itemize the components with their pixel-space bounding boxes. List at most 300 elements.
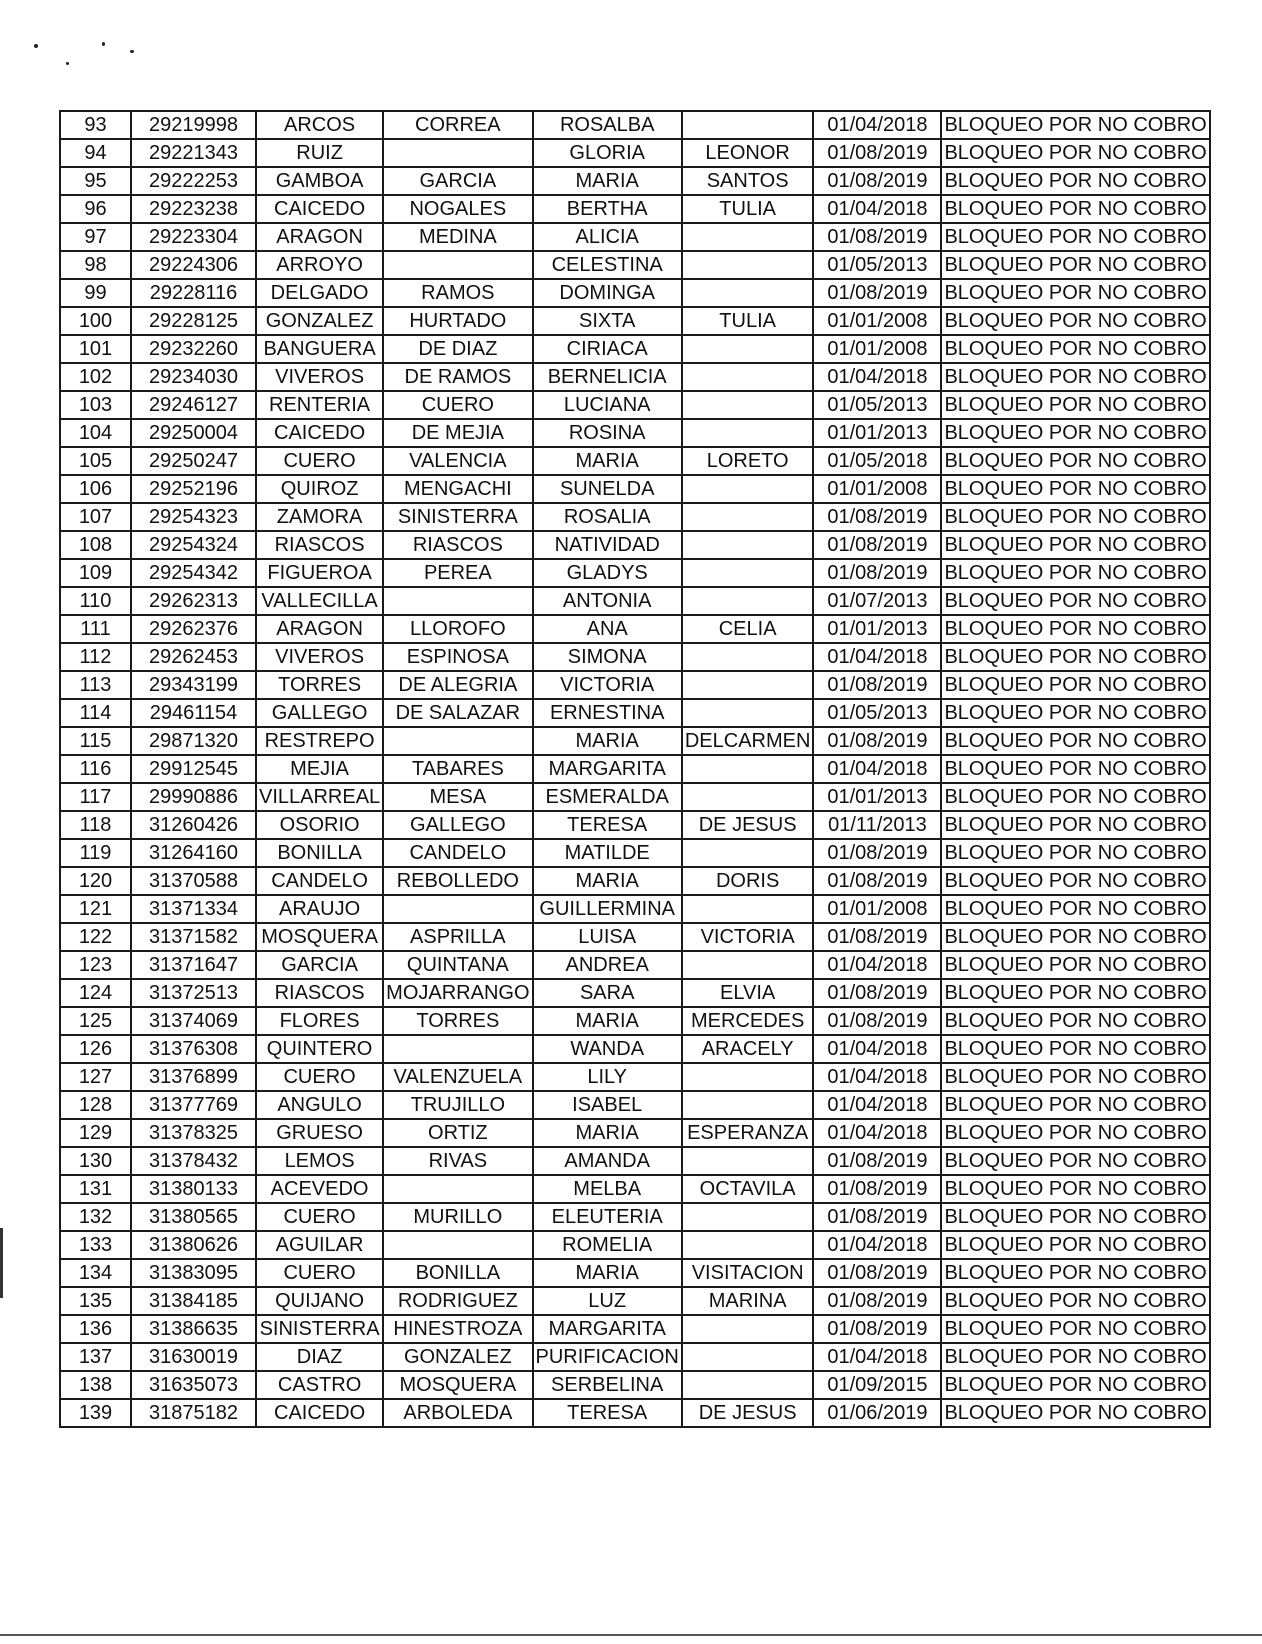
first-name-cell: MARIA (533, 1259, 682, 1287)
second-name-cell: DORIS (682, 867, 814, 895)
second-surname-cell: MESA (383, 783, 532, 811)
second-surname-cell (383, 895, 532, 923)
id-number-cell: 31875182 (131, 1399, 256, 1427)
page-bottom-edge (0, 1634, 1262, 1636)
first-name-cell: AMANDA (533, 1147, 682, 1175)
status-cell: BLOQUEO POR NO COBRO (941, 587, 1209, 615)
table-row (60, 335, 1210, 363)
table-row (60, 671, 1210, 699)
status-cell: BLOQUEO POR NO COBRO (941, 1203, 1209, 1231)
second-name-cell (682, 699, 814, 727)
first-surname-cell: GRUESO (256, 1119, 383, 1147)
second-name-cell: OCTAVILA (682, 1175, 814, 1203)
first-name-cell: ROSALIA (533, 503, 682, 531)
date-cell: 01/04/2018 (813, 1231, 941, 1259)
first-name-cell: ISABEL (533, 1091, 682, 1119)
first-name-cell: MARIA (533, 1119, 682, 1147)
second-name-cell: VICTORIA (682, 923, 814, 951)
first-name-cell: DOMINGA (533, 279, 682, 307)
id-number-cell: 31380133 (131, 1175, 256, 1203)
date-cell: 01/04/2018 (813, 643, 941, 671)
date-cell: 01/08/2019 (813, 1203, 941, 1231)
second-name-cell: CELIA (682, 615, 814, 643)
status-cell: BLOQUEO POR NO COBRO (941, 755, 1209, 783)
date-cell: 01/04/2018 (813, 1063, 941, 1091)
status-cell: BLOQUEO POR NO COBRO (941, 419, 1209, 447)
table-row (60, 895, 1210, 923)
table-row (60, 559, 1210, 587)
first-name-cell: ELEUTERIA (533, 1203, 682, 1231)
status-cell: BLOQUEO POR NO COBRO (941, 951, 1209, 979)
first-name-cell: ANDREA (533, 951, 682, 979)
second-name-cell (682, 755, 814, 783)
second-surname-cell: GONZALEZ (383, 1343, 532, 1371)
second-name-cell (682, 1371, 814, 1399)
second-name-cell (682, 279, 814, 307)
second-name-cell (682, 335, 814, 363)
first-surname-cell: RESTREPO (256, 727, 383, 755)
status-cell: BLOQUEO POR NO COBRO (941, 699, 1209, 727)
second-surname-cell: RODRIGUEZ (383, 1287, 532, 1315)
second-surname-cell: TRUJILLO (383, 1091, 532, 1119)
status-cell: BLOQUEO POR NO COBRO (941, 559, 1209, 587)
id-number-cell: 29252196 (131, 475, 256, 503)
date-cell: 01/04/2018 (813, 951, 941, 979)
second-surname-cell: ASPRILLA (383, 923, 532, 951)
date-cell: 01/08/2019 (813, 1315, 941, 1343)
table-row (60, 223, 1210, 251)
first-name-cell: MARIA (533, 727, 682, 755)
second-surname-cell: NOGALES (383, 195, 532, 223)
second-name-cell: DELCARMEN (682, 727, 814, 755)
table-row (60, 1175, 1210, 1203)
id-number-cell: 31376308 (131, 1035, 256, 1063)
second-surname-cell: VALENZUELA (383, 1063, 532, 1091)
first-surname-cell: CUERO (256, 1259, 383, 1287)
id-number-cell: 29223238 (131, 195, 256, 223)
id-number-cell: 31386635 (131, 1315, 256, 1343)
first-name-cell: ROSINA (533, 419, 682, 447)
first-name-cell: WANDA (533, 1035, 682, 1063)
id-number-cell: 29262453 (131, 643, 256, 671)
first-surname-cell: CASTRO (256, 1371, 383, 1399)
date-cell: 01/08/2019 (813, 867, 941, 895)
date-cell: 01/04/2018 (813, 755, 941, 783)
second-name-cell (682, 671, 814, 699)
date-cell: 01/06/2019 (813, 1399, 941, 1427)
row-number-cell: 137 (60, 1343, 131, 1371)
first-surname-cell: CUERO (256, 1203, 383, 1231)
id-number-cell: 31380626 (131, 1231, 256, 1259)
second-name-cell: DE JESUS (682, 1399, 814, 1427)
first-surname-cell: ARROYO (256, 251, 383, 279)
row-number-cell: 135 (60, 1287, 131, 1315)
row-number-cell: 123 (60, 951, 131, 979)
row-number-cell: 132 (60, 1203, 131, 1231)
row-number-cell: 120 (60, 867, 131, 895)
first-surname-cell: QUIJANO (256, 1287, 383, 1315)
first-surname-cell: VILLARREAL (256, 783, 383, 811)
table-row (60, 1091, 1210, 1119)
first-name-cell: SUNELDA (533, 475, 682, 503)
date-cell: 01/05/2013 (813, 699, 941, 727)
second-surname-cell: HINESTROZA (383, 1315, 532, 1343)
status-cell: BLOQUEO POR NO COBRO (941, 1175, 1209, 1203)
date-cell: 01/08/2019 (813, 559, 941, 587)
id-number-cell: 29228125 (131, 307, 256, 335)
first-name-cell: ERNESTINA (533, 699, 682, 727)
status-cell: BLOQUEO POR NO COBRO (941, 1259, 1209, 1287)
table-row (60, 1287, 1210, 1315)
date-cell: 01/08/2019 (813, 979, 941, 1007)
first-surname-cell: GAMBOA (256, 167, 383, 195)
first-name-cell: TERESA (533, 1399, 682, 1427)
first-name-cell: ANTONIA (533, 587, 682, 615)
table-row (60, 755, 1210, 783)
first-surname-cell: CAICEDO (256, 419, 383, 447)
date-cell: 01/01/2013 (813, 783, 941, 811)
second-name-cell (682, 895, 814, 923)
second-name-cell (682, 419, 814, 447)
row-number-cell: 115 (60, 727, 131, 755)
status-cell: BLOQUEO POR NO COBRO (941, 1371, 1209, 1399)
status-cell: BLOQUEO POR NO COBRO (941, 615, 1209, 643)
row-number-cell: 93 (60, 111, 131, 139)
id-number-cell: 29262376 (131, 615, 256, 643)
date-cell: 01/08/2019 (813, 1287, 941, 1315)
first-name-cell: LUCIANA (533, 391, 682, 419)
date-cell: 01/04/2018 (813, 363, 941, 391)
date-cell: 01/01/2013 (813, 615, 941, 643)
row-number-cell: 116 (60, 755, 131, 783)
date-cell: 01/08/2019 (813, 223, 941, 251)
first-name-cell: PURIFICACION (533, 1343, 682, 1371)
first-name-cell: GLADYS (533, 559, 682, 587)
id-number-cell: 31376899 (131, 1063, 256, 1091)
second-surname-cell: QUINTANA (383, 951, 532, 979)
id-number-cell: 31260426 (131, 811, 256, 839)
second-surname-cell: BONILLA (383, 1259, 532, 1287)
table-row (60, 1007, 1210, 1035)
first-surname-cell: RIASCOS (256, 979, 383, 1007)
second-surname-cell: PEREA (383, 559, 532, 587)
second-surname-cell: RIASCOS (383, 531, 532, 559)
first-surname-cell: FLORES (256, 1007, 383, 1035)
row-number-cell: 130 (60, 1147, 131, 1175)
first-name-cell: BERTHA (533, 195, 682, 223)
table-row (60, 1315, 1210, 1343)
table-row (60, 727, 1210, 755)
first-name-cell: LUZ (533, 1287, 682, 1315)
status-cell: BLOQUEO POR NO COBRO (941, 671, 1209, 699)
second-surname-cell: ESPINOSA (383, 643, 532, 671)
first-name-cell: MARIA (533, 447, 682, 475)
status-cell: BLOQUEO POR NO COBRO (941, 1399, 1209, 1427)
first-name-cell: BERNELICIA (533, 363, 682, 391)
status-cell: BLOQUEO POR NO COBRO (941, 223, 1209, 251)
table-row (60, 615, 1210, 643)
date-cell: 01/08/2019 (813, 923, 941, 951)
table-row (60, 419, 1210, 447)
date-cell: 01/04/2018 (813, 195, 941, 223)
row-number-cell: 114 (60, 699, 131, 727)
row-number-cell: 139 (60, 1399, 131, 1427)
status-cell: BLOQUEO POR NO COBRO (941, 195, 1209, 223)
row-number-cell: 109 (60, 559, 131, 587)
first-surname-cell: CUERO (256, 447, 383, 475)
date-cell: 01/01/2013 (813, 419, 941, 447)
date-cell: 01/08/2019 (813, 671, 941, 699)
status-cell: BLOQUEO POR NO COBRO (941, 643, 1209, 671)
first-surname-cell: MEJIA (256, 755, 383, 783)
first-surname-cell: LEMOS (256, 1147, 383, 1175)
status-cell: BLOQUEO POR NO COBRO (941, 475, 1209, 503)
second-name-cell (682, 643, 814, 671)
first-surname-cell: RENTERIA (256, 391, 383, 419)
second-name-cell (682, 1063, 814, 1091)
id-number-cell: 31630019 (131, 1343, 256, 1371)
id-number-cell: 31378325 (131, 1119, 256, 1147)
id-number-cell: 31384185 (131, 1287, 256, 1315)
date-cell: 01/04/2018 (813, 1035, 941, 1063)
row-number-cell: 112 (60, 643, 131, 671)
row-number-cell: 95 (60, 167, 131, 195)
scan-edge-mark (0, 1228, 3, 1298)
table-row (60, 279, 1210, 307)
second-name-cell (682, 1147, 814, 1175)
first-surname-cell: ARAUJO (256, 895, 383, 923)
second-name-cell (682, 363, 814, 391)
first-name-cell: MELBA (533, 1175, 682, 1203)
date-cell: 01/07/2013 (813, 587, 941, 615)
table-row (60, 1371, 1210, 1399)
second-surname-cell: CORREA (383, 111, 532, 139)
date-cell: 01/08/2019 (813, 839, 941, 867)
table-row (60, 251, 1210, 279)
first-surname-cell: CUERO (256, 1063, 383, 1091)
status-cell: BLOQUEO POR NO COBRO (941, 979, 1209, 1007)
second-surname-cell: ARBOLEDA (383, 1399, 532, 1427)
id-number-cell: 29254324 (131, 531, 256, 559)
second-surname-cell: REBOLLEDO (383, 867, 532, 895)
row-number-cell: 134 (60, 1259, 131, 1287)
row-number-cell: 122 (60, 923, 131, 951)
row-number-cell: 117 (60, 783, 131, 811)
second-surname-cell: DE DIAZ (383, 335, 532, 363)
status-cell: BLOQUEO POR NO COBRO (941, 391, 1209, 419)
id-number-cell: 31372513 (131, 979, 256, 1007)
second-name-cell: MERCEDES (682, 1007, 814, 1035)
table-row (60, 979, 1210, 1007)
status-cell: BLOQUEO POR NO COBRO (941, 167, 1209, 195)
status-cell: BLOQUEO POR NO COBRO (941, 363, 1209, 391)
date-cell: 01/04/2018 (813, 1119, 941, 1147)
row-number-cell: 108 (60, 531, 131, 559)
first-name-cell: MARIA (533, 867, 682, 895)
first-surname-cell: VIVEROS (256, 363, 383, 391)
date-cell: 01/08/2019 (813, 503, 941, 531)
table-row (60, 307, 1210, 335)
first-surname-cell: TORRES (256, 671, 383, 699)
first-surname-cell: GARCIA (256, 951, 383, 979)
second-surname-cell: RAMOS (383, 279, 532, 307)
first-name-cell: ANA (533, 615, 682, 643)
first-surname-cell: GONZALEZ (256, 307, 383, 335)
table-row (60, 363, 1210, 391)
row-number-cell: 113 (60, 671, 131, 699)
status-cell: BLOQUEO POR NO COBRO (941, 139, 1209, 167)
date-cell: 01/05/2013 (813, 391, 941, 419)
row-number-cell: 126 (60, 1035, 131, 1063)
second-surname-cell (383, 587, 532, 615)
table-row (60, 1399, 1210, 1427)
first-name-cell: VICTORIA (533, 671, 682, 699)
table-row (60, 867, 1210, 895)
status-cell: BLOQUEO POR NO COBRO (941, 335, 1209, 363)
row-number-cell: 103 (60, 391, 131, 419)
second-surname-cell (383, 727, 532, 755)
status-cell: BLOQUEO POR NO COBRO (941, 531, 1209, 559)
first-surname-cell: FIGUEROA (256, 559, 383, 587)
first-surname-cell: GALLEGO (256, 699, 383, 727)
date-cell: 01/08/2019 (813, 167, 941, 195)
first-name-cell: ESMERALDA (533, 783, 682, 811)
status-cell: BLOQUEO POR NO COBRO (941, 111, 1209, 139)
status-cell: BLOQUEO POR NO COBRO (941, 1035, 1209, 1063)
second-surname-cell: DE RAMOS (383, 363, 532, 391)
second-surname-cell: DE SALAZAR (383, 699, 532, 727)
row-number-cell: 101 (60, 335, 131, 363)
first-surname-cell: MOSQUERA (256, 923, 383, 951)
second-surname-cell: GALLEGO (383, 811, 532, 839)
second-name-cell (682, 223, 814, 251)
id-number-cell: 31371334 (131, 895, 256, 923)
first-surname-cell: BONILLA (256, 839, 383, 867)
status-cell: BLOQUEO POR NO COBRO (941, 1287, 1209, 1315)
second-surname-cell: RIVAS (383, 1147, 532, 1175)
date-cell: 01/04/2018 (813, 1091, 941, 1119)
row-number-cell: 94 (60, 139, 131, 167)
second-name-cell (682, 559, 814, 587)
date-cell: 01/08/2019 (813, 139, 941, 167)
row-number-cell: 136 (60, 1315, 131, 1343)
date-cell: 01/08/2019 (813, 1175, 941, 1203)
first-name-cell: SARA (533, 979, 682, 1007)
first-surname-cell: ZAMORA (256, 503, 383, 531)
table-row (60, 1063, 1210, 1091)
table-row (60, 139, 1210, 167)
status-cell: BLOQUEO POR NO COBRO (941, 1147, 1209, 1175)
records-table-body (60, 111, 1210, 1427)
second-surname-cell (383, 139, 532, 167)
second-name-cell: LORETO (682, 447, 814, 475)
first-name-cell: SERBELINA (533, 1371, 682, 1399)
row-number-cell: 98 (60, 251, 131, 279)
second-name-cell (682, 1091, 814, 1119)
id-number-cell: 29343199 (131, 671, 256, 699)
date-cell: 01/05/2013 (813, 251, 941, 279)
second-surname-cell: VALENCIA (383, 447, 532, 475)
id-number-cell: 29254323 (131, 503, 256, 531)
second-surname-cell (383, 1175, 532, 1203)
table-row (60, 839, 1210, 867)
id-number-cell: 29250004 (131, 419, 256, 447)
second-name-cell: TULIA (682, 307, 814, 335)
first-surname-cell: DIAZ (256, 1343, 383, 1371)
second-name-cell: MARINA (682, 1287, 814, 1315)
second-name-cell: ESPERANZA (682, 1119, 814, 1147)
first-surname-cell: SINISTERRA (256, 1315, 383, 1343)
id-number-cell: 29223304 (131, 223, 256, 251)
second-name-cell (682, 391, 814, 419)
scan-specks (30, 40, 150, 80)
first-surname-cell: RIASCOS (256, 531, 383, 559)
date-cell: 01/09/2015 (813, 1371, 941, 1399)
table-row (60, 587, 1210, 615)
date-cell: 01/11/2013 (813, 811, 941, 839)
second-name-cell: DE JESUS (682, 811, 814, 839)
table-row (60, 447, 1210, 475)
first-surname-cell: CANDELO (256, 867, 383, 895)
second-name-cell (682, 1231, 814, 1259)
status-cell: BLOQUEO POR NO COBRO (941, 1007, 1209, 1035)
second-name-cell (682, 783, 814, 811)
row-number-cell: 138 (60, 1371, 131, 1399)
status-cell: BLOQUEO POR NO COBRO (941, 1315, 1209, 1343)
first-name-cell: MARIA (533, 167, 682, 195)
table-row (60, 923, 1210, 951)
first-surname-cell: BANGUERA (256, 335, 383, 363)
date-cell: 01/05/2018 (813, 447, 941, 475)
first-surname-cell: OSORIO (256, 811, 383, 839)
row-number-cell: 100 (60, 307, 131, 335)
id-number-cell: 29250247 (131, 447, 256, 475)
first-name-cell: ROMELIA (533, 1231, 682, 1259)
first-name-cell: MARGARITA (533, 755, 682, 783)
status-cell: BLOQUEO POR NO COBRO (941, 307, 1209, 335)
table-row (60, 475, 1210, 503)
id-number-cell: 29224306 (131, 251, 256, 279)
status-cell: BLOQUEO POR NO COBRO (941, 923, 1209, 951)
date-cell: 01/08/2019 (813, 531, 941, 559)
id-number-cell: 31374069 (131, 1007, 256, 1035)
row-number-cell: 106 (60, 475, 131, 503)
date-cell: 01/08/2019 (813, 279, 941, 307)
table-row (60, 699, 1210, 727)
row-number-cell: 124 (60, 979, 131, 1007)
id-number-cell: 31371582 (131, 923, 256, 951)
date-cell: 01/04/2018 (813, 111, 941, 139)
row-number-cell: 131 (60, 1175, 131, 1203)
date-cell: 01/08/2019 (813, 1147, 941, 1175)
first-name-cell: LUISA (533, 923, 682, 951)
first-surname-cell: AGUILAR (256, 1231, 383, 1259)
id-number-cell: 31371647 (131, 951, 256, 979)
second-name-cell: TULIA (682, 195, 814, 223)
first-surname-cell: ARAGON (256, 223, 383, 251)
first-surname-cell: ARAGON (256, 615, 383, 643)
id-number-cell: 29221343 (131, 139, 256, 167)
row-number-cell: 96 (60, 195, 131, 223)
date-cell: 01/01/2008 (813, 475, 941, 503)
second-surname-cell: MOJARRANGO (383, 979, 532, 1007)
status-cell: BLOQUEO POR NO COBRO (941, 1343, 1209, 1371)
date-cell: 01/08/2019 (813, 1007, 941, 1035)
id-number-cell: 29254342 (131, 559, 256, 587)
second-name-cell (682, 1343, 814, 1371)
table-row (60, 503, 1210, 531)
status-cell: BLOQUEO POR NO COBRO (941, 783, 1209, 811)
